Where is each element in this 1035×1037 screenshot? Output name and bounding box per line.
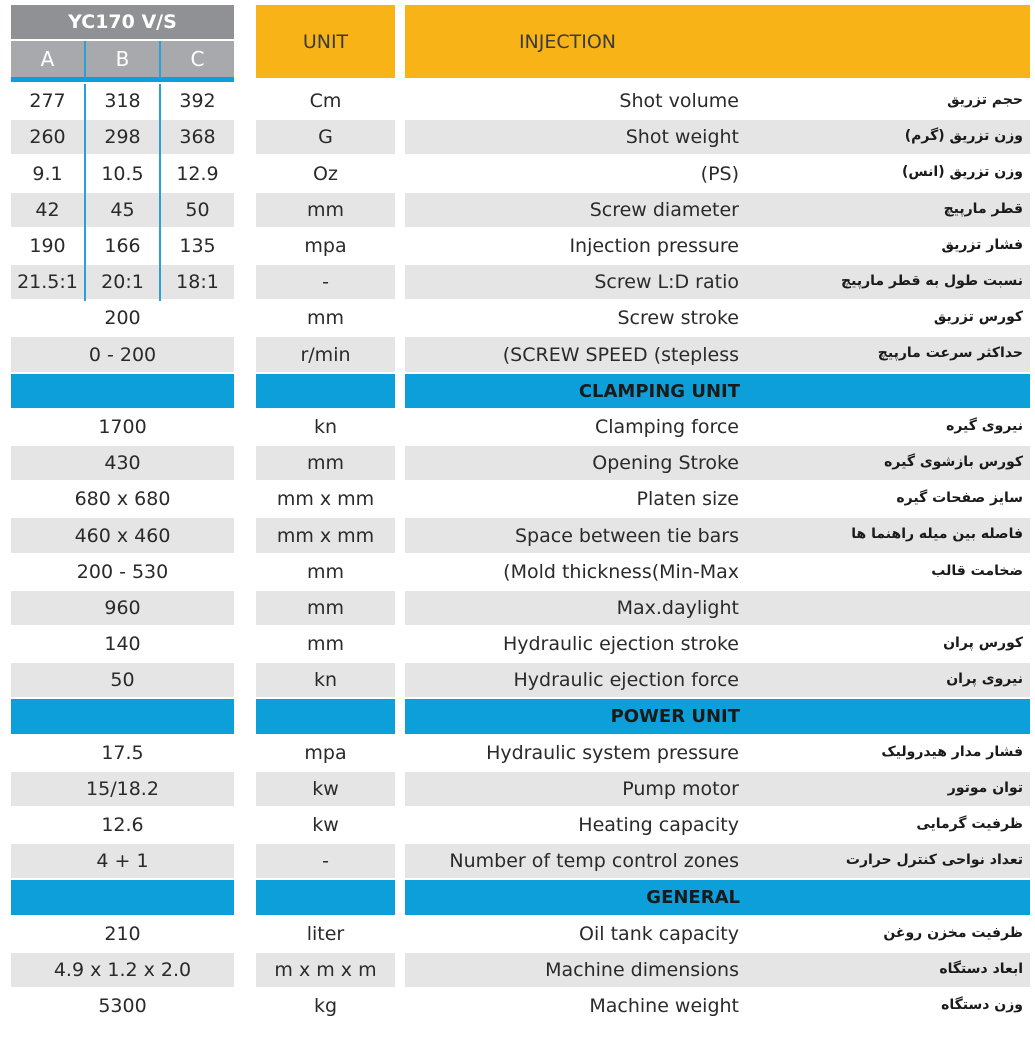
parameter-name: Pump motor [405, 772, 745, 806]
parameter-name: Screw diameter [405, 193, 745, 227]
section-title: POWER UNIT [405, 699, 1030, 734]
unit-cell: mm [256, 591, 395, 625]
value-cell: 210 [11, 917, 234, 951]
unit-cell: kn [256, 663, 395, 697]
value-cell: 960 [11, 591, 234, 625]
unit-cell: mm [256, 555, 395, 589]
column-divider [84, 193, 86, 229]
column-header-c: C [161, 41, 234, 77]
unit-cell: mm x mm [256, 518, 395, 553]
value-cell-c: 18:1 [161, 265, 234, 299]
value-cell-c: 368 [161, 120, 234, 154]
column-divider [159, 120, 161, 156]
unit-cell: - [256, 265, 395, 299]
parameter-name: Max.daylight [405, 591, 745, 625]
column-divider [159, 156, 161, 193]
persian-label: ظرفیت گرمایی [916, 816, 1023, 832]
persian-label: وزن تزریق (انس) [901, 164, 1023, 180]
value-cell: 17.5 [11, 736, 234, 770]
value-cell-b: 20:1 [86, 265, 159, 299]
value-cell: 680 x 680 [11, 482, 234, 516]
unit-cell: kn [256, 410, 395, 444]
parameter-name: (Mold thickness(Min-Max [405, 555, 745, 589]
parameter-name: Platen size [405, 482, 745, 516]
persian-label: فاصله بین میله راهنما ها [851, 526, 1023, 542]
parameter-name: Opening Stroke [405, 446, 745, 480]
section-band-left [11, 880, 234, 915]
parameter-name: Screw L:D ratio [405, 265, 745, 299]
parameter-name: Machine weight [405, 989, 745, 1023]
unit-cell: kg [256, 989, 395, 1023]
column-divider [159, 84, 161, 120]
parameter-name: Shot weight [405, 120, 745, 154]
value-cell: 200 [11, 301, 234, 335]
parameter-name: Number of temp control zones [405, 844, 745, 878]
value-cell-a: 277 [11, 84, 84, 118]
unit-cell: r/min [256, 337, 395, 372]
persian-label: کورس پران [943, 635, 1023, 651]
value-cell: 1700 [11, 410, 234, 444]
row-fill [745, 591, 1030, 625]
parameter-name: (SCREW SPEED (stepless [405, 337, 745, 372]
column-divider [84, 120, 86, 156]
value-cell-c: 135 [161, 229, 234, 263]
persian-label: توان موتور [947, 780, 1023, 796]
unit-cell: m x m x m [256, 953, 395, 987]
value-cell: 4.9 x 1.2 x 2.0 [11, 953, 234, 987]
unit-cell: mm x mm [256, 482, 395, 516]
column-divider [84, 229, 86, 265]
value-cell-a: 260 [11, 120, 84, 154]
section-header-injection: INJECTION [405, 5, 1030, 78]
section-band-unit [256, 374, 395, 408]
unit-cell: G [256, 120, 395, 154]
persian-label: وزن دستگاه [941, 997, 1023, 1013]
value-cell: 50 [11, 663, 234, 697]
persian-label: سایز صفحات گیره [896, 490, 1023, 506]
parameter-name: Hydraulic ejection force [405, 663, 745, 697]
value-cell-c: 12.9 [161, 156, 234, 191]
persian-label: نسبت طول به قطر مارپیچ [841, 273, 1023, 289]
column-header-divider [159, 41, 161, 77]
unit-cell: kw [256, 808, 395, 842]
column-divider [84, 84, 86, 120]
column-divider [159, 265, 161, 301]
value-cell: 430 [11, 446, 234, 480]
persian-label: نیروی گیره [946, 418, 1023, 434]
value-cell-a: 190 [11, 229, 84, 263]
column-divider [84, 265, 86, 301]
parameter-name: (PS) [405, 156, 745, 191]
value-cell-c: 392 [161, 84, 234, 118]
value-cell-a: 21.5:1 [11, 265, 84, 299]
value-cell: 140 [11, 627, 234, 661]
section-title: CLAMPING UNIT [405, 374, 1030, 408]
persian-label: قطر مارپیچ [943, 201, 1023, 217]
parameter-name: Hydraulic ejection stroke [405, 627, 745, 661]
value-cell: 4 + 1 [11, 844, 234, 878]
parameter-name: Clamping force [405, 410, 745, 444]
section-title: GENERAL [405, 880, 1030, 915]
persian-label: کورس تزریق [933, 309, 1023, 325]
value-cell: 15/18.2 [11, 772, 234, 806]
section-band-left [11, 374, 234, 408]
value-cell: 12.6 [11, 808, 234, 842]
persian-label: نیروی پران [946, 671, 1023, 687]
unit-cell: mpa [256, 229, 395, 263]
column-divider [84, 156, 86, 193]
column-divider [159, 229, 161, 265]
parameter-name: Injection pressure [405, 229, 745, 263]
unit-cell: Cm [256, 84, 395, 118]
unit-cell: mm [256, 446, 395, 480]
value-cell-b: 298 [86, 120, 159, 154]
column-header-divider [84, 41, 86, 77]
column-header-underline [11, 77, 234, 82]
value-cell-b: 10.5 [86, 156, 159, 191]
persian-label: حداکثر سرعت مارپیچ [877, 345, 1023, 361]
value-cell-b: 166 [86, 229, 159, 263]
persian-label: کورس بازشوی گیره [884, 454, 1023, 470]
section-band-unit [256, 699, 395, 734]
persian-label: وزن تزریق (گرم) [904, 128, 1023, 144]
persian-label: حجم تزریق [947, 92, 1023, 108]
parameter-name: Screw stroke [405, 301, 745, 335]
persian-label: فشار تزریق [941, 237, 1023, 253]
unit-cell: liter [256, 917, 395, 951]
value-cell: 0 - 200 [11, 337, 234, 372]
value-cell-b: 318 [86, 84, 159, 118]
section-band-unit [256, 880, 395, 915]
persian-label: ظرفیت مخزن روغن [883, 925, 1023, 941]
value-cell-a: 42 [11, 193, 84, 227]
unit-cell: mm [256, 193, 395, 227]
persian-label: فشار مدار هیدرولیک [881, 744, 1023, 760]
column-divider [159, 193, 161, 229]
value-cell-b: 45 [86, 193, 159, 227]
model-title: YC170 V/S [11, 5, 234, 39]
parameter-name: Hydraulic system pressure [405, 736, 745, 770]
parameter-name: Machine dimensions [405, 953, 745, 987]
unit-header: UNIT [256, 5, 395, 78]
column-header-b: B [86, 41, 159, 77]
unit-cell: - [256, 844, 395, 878]
persian-label: ابعاد دستگاه [939, 961, 1023, 977]
unit-cell: mpa [256, 736, 395, 770]
value-cell-a: 9.1 [11, 156, 84, 191]
parameter-name: Shot volume [405, 84, 745, 118]
section-band-left [11, 699, 234, 734]
parameter-name: Oil tank capacity [405, 917, 745, 951]
parameter-name: Space between tie bars [405, 518, 745, 553]
value-cell: 5300 [11, 989, 234, 1023]
column-header-a: A [11, 41, 84, 77]
persian-label: ضخامت قالب [931, 563, 1023, 579]
unit-cell: kw [256, 772, 395, 806]
value-cell-c: 50 [161, 193, 234, 227]
value-cell: 200 - 530 [11, 555, 234, 589]
unit-cell: mm [256, 301, 395, 335]
unit-cell: Oz [256, 156, 395, 191]
persian-label: تعداد نواحی کنترل حرارت [845, 852, 1023, 868]
parameter-name: Heating capacity [405, 808, 745, 842]
value-cell: 460 x 460 [11, 518, 234, 553]
unit-cell: mm [256, 627, 395, 661]
